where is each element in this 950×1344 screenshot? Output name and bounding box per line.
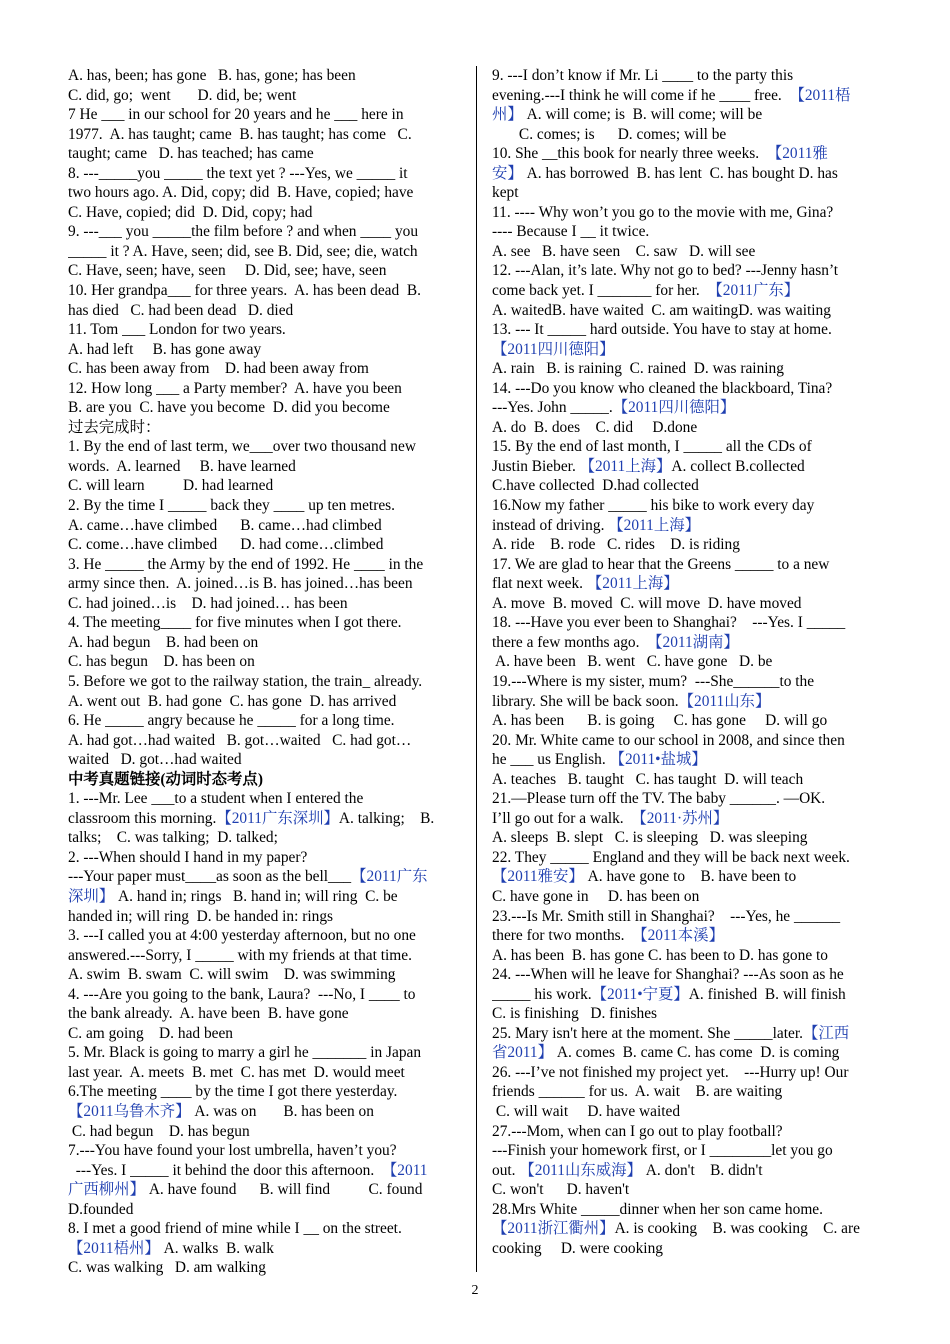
text-line [68, 242, 466, 262]
text-line [492, 809, 890, 829]
line-text: handed in; will ring D. be handed in: rings [68, 907, 334, 925]
text-line [492, 379, 890, 399]
line-text: 9. ---___ you _____the film before ? and when ____ you [68, 223, 419, 241]
text-line [68, 516, 466, 536]
line-text: 20. Mr. White came to our school in 2008, and since then [492, 731, 845, 749]
text-line [492, 535, 890, 555]
text-line [68, 1043, 466, 1063]
line-text: answered.---Sorry, I _____ with my friends at that time. [68, 946, 412, 964]
source-tag: 【2011四川德阳】 [492, 340, 615, 358]
text-line [68, 398, 466, 418]
text-line [68, 770, 466, 790]
text-line [492, 1161, 890, 1181]
line-text: waited D. got…had waited [68, 751, 242, 769]
line-text: A. is cooking B. was cooking C. are [614, 1220, 860, 1238]
line-text: C. will learn D. had learned [68, 477, 274, 495]
text-line [492, 1102, 890, 1122]
line-text: 16.Now my father _____ his bike to work every day [492, 497, 815, 515]
line-text: ---Yes. John _____. [492, 399, 613, 417]
source-tag: 【2011山东威海】 [519, 1161, 642, 1179]
line-text: 12. ---Alan, it’s late. Why not go to bed? ---Jenny hasn’t [492, 262, 839, 280]
text-line [492, 1239, 890, 1259]
text-line [492, 496, 890, 516]
line-text: two hours ago. A. Did, copy; did B. Have, copied; have [68, 184, 414, 202]
source-tag: 【2011山东】 [678, 692, 771, 710]
source-tag: 【2011广东深圳】 [216, 809, 339, 827]
text-line [68, 907, 466, 927]
line-text: 6. He _____ angry because he _____ for a long time. [68, 712, 395, 730]
text-line [492, 711, 890, 731]
text-line [68, 594, 466, 614]
line-text: A. has been B. is going C. has gone D. will go [492, 712, 828, 730]
text-line [68, 437, 466, 457]
line-text: 9. ---I don’t know if Mr. Li ____ to the party this [492, 67, 794, 84]
text-line [68, 379, 466, 399]
text-line [492, 731, 890, 751]
text-line [68, 1102, 466, 1122]
line-text: C. have gone in D. has been on [492, 887, 700, 905]
line-text: _____ his work. [492, 985, 592, 1003]
text-line [492, 1024, 890, 1044]
line-text: I’ll go out for a walk. [492, 809, 632, 827]
text-line [492, 1004, 890, 1024]
line-text: 8. I met a good friend of mine while I __ on the street. [68, 1220, 402, 1238]
line-text: A. has, been; has gone B. has, gone; has been [68, 67, 356, 84]
text-line [492, 86, 890, 106]
line-text: 24. ---When will he leave for Shanghai? ---As soon as he [492, 966, 844, 984]
text-line [68, 535, 466, 555]
text-line [68, 164, 466, 184]
text-line [68, 985, 466, 1005]
text-line [492, 672, 890, 692]
source-tag: 【2011浙江衢州】 [492, 1220, 615, 1238]
text-line [492, 907, 890, 927]
line-text: C. comes; is D. comes; will be [492, 125, 727, 143]
line-text: A. ride B. rode C. rides D. is riding [492, 536, 740, 554]
text-line [492, 1063, 890, 1083]
text-line [68, 1239, 466, 1259]
text-line [492, 985, 890, 1005]
text-line [492, 320, 890, 340]
text-line [68, 1024, 466, 1044]
line-text: A. finished B. will finish [688, 985, 846, 1003]
line-text: A. have been B. went C. have gone D. be [492, 653, 773, 671]
line-text: friends ______ for us. A. wait B. are waiting [492, 1083, 783, 1101]
source-tag: 【2011广东 [351, 868, 428, 886]
source-tag: 深圳】 [68, 887, 115, 905]
line-text: Justin Bieber. [492, 457, 580, 475]
text-line [68, 359, 466, 379]
line-text: 28.Mrs White _____dinner when her son came home. [492, 1200, 823, 1218]
text-line [492, 359, 890, 379]
line-text: last year. A. meets B. met C. has met D. would meet [68, 1063, 405, 1081]
text-line [492, 281, 890, 301]
source-tag: 【2011湖南】 [647, 633, 739, 651]
line-text: 6.The meeting ____ by the time I got there yesterday. [68, 1083, 398, 1101]
line-text: A. move B. moved C. will move D. have moved [492, 594, 802, 612]
text-line [68, 1004, 466, 1024]
line-text: A. rain B. is raining C. rained D. was raining [492, 360, 784, 378]
line-text: 26. ---I’ve not finished my project yet. ---Hurry up! Our [492, 1063, 849, 1081]
source-tag: 【2011梧州】 [68, 1239, 160, 1257]
line-text: C. won't D. haven't [492, 1181, 630, 1199]
line-text: C. is finishing D. finishes [492, 1005, 658, 1023]
text-line [492, 418, 890, 438]
text-line [68, 1082, 466, 1102]
source-tag: 【2011雅安】 [492, 868, 584, 886]
text-line [68, 731, 466, 751]
line-text: A. has been B. has gone C. has been to D. has gone to [492, 946, 828, 964]
text-line [68, 301, 466, 321]
text-line [68, 1161, 466, 1181]
right-column [492, 66, 890, 1276]
line-text: 2. ---When should I hand in my paper? [68, 848, 308, 866]
left-column [68, 66, 466, 1276]
line-text: C. am going D. had been [68, 1024, 233, 1042]
line-text: A. had begun B. had been on [68, 633, 259, 651]
text-line [492, 1141, 890, 1161]
line-text: 3. He _____ the Army by the end of 1992. He ____ in the [68, 555, 424, 573]
line-text: 2. By the time I _____ back they ____ up ten metres. [68, 497, 395, 515]
source-tag: 【2011梧 [789, 86, 851, 104]
source-tag: 州】 [492, 106, 523, 124]
line-text: _____ it ? A. Have, seen; did, see B. Did, see; die, watch [68, 242, 418, 260]
line-text: 过去完成时： [68, 418, 161, 436]
text-line [492, 1082, 890, 1102]
text-line [492, 926, 890, 946]
text-line [68, 222, 466, 242]
text-line [68, 125, 466, 145]
text-line [492, 125, 890, 145]
line-text: A. has borrowed B. has lent C. has bought D. has [522, 164, 838, 182]
line-text: classroom this morning. [68, 809, 217, 827]
line-text: A. do B. does C. did D.done [492, 418, 698, 436]
source-tag: 【2011·苏州】 [631, 809, 729, 827]
line-text: A. walks B. walk [159, 1239, 274, 1257]
line-text: the bank already. A. have been B. have gone [68, 1005, 349, 1023]
line-text: 18. ---Have you ever been to Shanghai? ---Yes. I _____ [492, 614, 846, 632]
line-text: 27.---Mom, when can I go out to play football? [492, 1122, 783, 1140]
line-text: cooking D. were cooking [492, 1239, 663, 1257]
text-line [68, 809, 466, 829]
text-line [492, 105, 890, 125]
text-line [68, 555, 466, 575]
line-text: C. will wait D. have waited [492, 1102, 681, 1120]
line-text: C. had begun D. has begun [68, 1122, 250, 1140]
source-tag: 安】 [492, 164, 523, 182]
line-text: A. have gone to B. have been to [583, 868, 797, 886]
line-text: 21.—Please turn off the TV. The baby ______. —OK. [492, 790, 826, 808]
text-line [492, 1200, 890, 1220]
text-line [68, 887, 466, 907]
line-text: D.founded [68, 1200, 134, 1218]
line-text: A. comes B. came C. has come D. is coming [553, 1044, 840, 1062]
source-tag: 广西柳州】 [68, 1181, 145, 1199]
line-text: there for two months. [492, 927, 633, 945]
line-text: A. will come; is B. will come; will be [522, 106, 763, 124]
line-text: C. was walking D. am walking [68, 1259, 266, 1276]
line-text: 1. By the end of last term, we___over two thousand new [68, 438, 416, 456]
line-text: 19.---Where is my sister, mum? ---She______to the [492, 672, 815, 690]
text-line [68, 340, 466, 360]
text-line [492, 867, 890, 887]
column-divider [476, 66, 477, 1272]
text-line [68, 926, 466, 946]
line-text: ---Finish your homework first, or I ________let you go [492, 1142, 833, 1160]
text-line [68, 261, 466, 281]
text-line [68, 66, 466, 86]
text-line [492, 750, 890, 770]
text-line [68, 711, 466, 731]
text-line [492, 633, 890, 653]
text-line [492, 457, 890, 477]
line-text: ---Yes. I _____ it behind the door this afternoon. [68, 1161, 382, 1179]
line-text: A. don't B. didn't [641, 1161, 763, 1179]
page-number: 2 [471, 1283, 479, 1298]
text-line [492, 183, 890, 203]
text-line [492, 574, 890, 594]
text-line [68, 828, 466, 848]
line-text: A. went out B. had gone C. has gone D. has arrived [68, 692, 397, 710]
text-line [68, 652, 466, 672]
line-text: 11. ---- Why won’t you go to the movie with me, Gina? [492, 203, 834, 221]
line-text: A. had left B. has gone away [68, 340, 262, 358]
line-text: has died C. had been dead D. died [68, 301, 294, 319]
line-text: evening.---I think he will come if he ____ free. [492, 86, 790, 104]
line-text: A. hand in; rings B. hand in; will ring C. be [114, 887, 398, 905]
line-text: C. had joined…is D. had joined… has been [68, 594, 348, 612]
text-line [68, 613, 466, 633]
line-text: taught; came D. has teached; has came [68, 145, 314, 163]
text-line [68, 281, 466, 301]
text-line [492, 692, 890, 712]
text-line [492, 789, 890, 809]
line-text: A. came…have climbed B. came…had climbed [68, 516, 382, 534]
text-line [492, 301, 890, 321]
text-line [492, 1180, 890, 1200]
line-text: 4. The meeting____ for five minutes when I got there. [68, 614, 402, 632]
line-text: instead of driving. [492, 516, 609, 534]
line-text: 4. ---Are you going to the bank, Laura? ---No, I ____ to [68, 985, 416, 1003]
line-text: 23.---Is Mr. Smith still in Shanghai? ---Yes, he ______ [492, 907, 841, 925]
text-line [68, 476, 466, 496]
text-line [68, 105, 466, 125]
text-line [68, 1200, 466, 1220]
text-line [492, 613, 890, 633]
text-line [68, 183, 466, 203]
line-text: A. was on B. has been on [190, 1102, 374, 1120]
text-line [492, 946, 890, 966]
line-text: A. had got…had waited B. got…waited C. had got… [68, 731, 412, 749]
source-tag: 【2011上海】 [579, 457, 672, 475]
text-line [492, 828, 890, 848]
line-text: A. see B. have seen C. saw D. will see [492, 242, 756, 260]
text-line [492, 652, 890, 672]
section-heading: 中考真题链接(动词时态考点) [68, 770, 263, 788]
line-text: 7.---You have found your lost umbrella, haven’t you? [68, 1142, 397, 1160]
line-text: C. Have, copied; did D. Did, copy; had [68, 203, 313, 221]
line-text: C. has begun D. has been on [68, 653, 255, 671]
source-tag: 【2011乌鲁木齐】 [68, 1102, 191, 1120]
line-text: 8. ---_____you _____ the text yet ? ---Yes, we _____ it [68, 164, 408, 182]
line-text: ---- Because I __ it twice. [492, 223, 650, 241]
text-line [68, 457, 466, 477]
source-tag: 【2011本溪】 [632, 927, 724, 945]
text-line [68, 867, 466, 887]
line-text: 3. ---I called you at 4:00 yesterday afternoon, but no one [68, 927, 416, 945]
text-line [68, 692, 466, 712]
line-text: C. come…have climbed D. had come…climbed [68, 536, 384, 554]
line-text: A. have found B. will find C. found [144, 1181, 423, 1199]
line-text: 15. By the end of last month, I _____ all the CDs of [492, 438, 812, 456]
text-line [492, 222, 890, 242]
text-line [492, 476, 890, 496]
line-text: 1977. A. has taught; came B. has taught; has come C. [68, 125, 412, 143]
source-tag: 【2011上海】 [608, 516, 701, 534]
source-tag: 【江西 [802, 1024, 850, 1042]
text-line [492, 848, 890, 868]
text-line [492, 164, 890, 184]
line-text: 17. We are glad to hear that the Greens _____ to a new [492, 555, 830, 573]
text-line [492, 144, 890, 164]
text-line [492, 1043, 890, 1063]
line-text: 25. Mary isn't here at the moment. She _____later. [492, 1024, 803, 1042]
line-text: C. did, go; went D. did, be; went [68, 86, 297, 104]
text-line [68, 203, 466, 223]
text-line [68, 750, 466, 770]
text-line [68, 418, 466, 438]
text-line [68, 1063, 466, 1083]
text-line [68, 633, 466, 653]
line-text: 5. Mr. Black is going to marry a girl he _______ in Japan [68, 1044, 422, 1062]
source-tag: 【2011•盐城】 [609, 751, 707, 769]
line-text: ---Your paper must____as soon as the bell___ [68, 868, 352, 886]
line-text: 7 He ___ in our school for 20 years and he ___ here in [68, 106, 404, 124]
source-tag: 【2011广东】 [707, 282, 800, 300]
source-tag: 省2011】 [492, 1044, 553, 1062]
text-line [68, 574, 466, 594]
text-line [492, 516, 890, 536]
source-tag: 【2011雅 [766, 145, 828, 163]
text-line [68, 789, 466, 809]
text-line [492, 555, 890, 575]
line-text: 12. How long ___ a Party member? A. have you been [68, 379, 402, 397]
text-line [492, 965, 890, 985]
text-line [492, 887, 890, 907]
source-tag: 【2011上海】 [586, 575, 679, 593]
text-line [68, 1122, 466, 1142]
line-text: come back yet. I _______ for her. [492, 282, 708, 300]
line-text: 11. Tom ___ London for two years. [68, 321, 286, 339]
text-line [68, 1258, 466, 1276]
text-line [68, 1141, 466, 1161]
source-tag: 【2011•宁夏】 [591, 985, 689, 1003]
text-line [492, 242, 890, 262]
line-text: C. has been away from D. had been away from [68, 360, 369, 378]
text-line [492, 398, 890, 418]
text-line [492, 340, 890, 360]
line-text: 13. --- It _____ hard outside. You have to stay at home. [492, 321, 832, 339]
line-text: C. Have, seen; have, seen D. Did, see; have, seen [68, 262, 387, 280]
line-text: there a few months ago. [492, 633, 648, 651]
line-text: 5. Before we got to the railway station, the train_ already. [68, 672, 423, 690]
text-line [68, 848, 466, 868]
line-text: A. teaches B. taught C. has taught D. will teach [492, 770, 804, 788]
line-text: 22. They _____ England and they will be back next week. [492, 848, 850, 866]
line-text: A. talking; B. [338, 809, 435, 827]
text-line [492, 437, 890, 457]
line-text: library. She will be back soon. [492, 692, 679, 710]
text-line [492, 261, 890, 281]
text-line [68, 320, 466, 340]
line-text: C.have collected D.had collected [492, 477, 699, 495]
line-text: A. sleeps B. slept C. is sleeping D. was sleeping [492, 829, 808, 847]
text-line [492, 1122, 890, 1142]
text-line [492, 594, 890, 614]
line-text: A. collect B.collected [671, 457, 805, 475]
source-tag: 【2011四川德阳】 [612, 399, 736, 417]
line-text: 1. ---Mr. Lee ___to a student when I entered the [68, 790, 364, 808]
line-text: A. waitedB. have waited C. am waitingD. was waiting [492, 301, 831, 319]
line-text: army since then. A. joined…is B. has joined…has been [68, 575, 413, 593]
text-line [68, 965, 466, 985]
text-line [68, 496, 466, 516]
line-text: flat next week. [492, 575, 587, 593]
text-line [68, 86, 466, 106]
line-text: 14. ---Do you know who cleaned the blackboard, Tina? [492, 379, 833, 397]
line-text: he ___ us English. [492, 751, 610, 769]
text-line [492, 203, 890, 223]
line-text: words. A. learned B. have learned [68, 457, 296, 475]
text-line [68, 144, 466, 164]
text-line [492, 66, 890, 86]
text-line [492, 770, 890, 790]
line-text: B. are you C. have you become D. did you become [68, 399, 390, 417]
text-line [492, 1219, 890, 1239]
line-text: out. [492, 1161, 520, 1179]
text-line [68, 1219, 466, 1239]
text-line [68, 672, 466, 692]
source-tag: 【2011 [381, 1161, 428, 1179]
text-line [68, 1180, 466, 1200]
line-text: A. swim B. swam C. will swim D. was swimming [68, 966, 396, 984]
text-line [68, 946, 466, 966]
line-text: 10. She __this book for nearly three weeks. [492, 145, 767, 163]
line-text: kept [492, 184, 519, 202]
line-text: talks; C. was talking; D. talked; [68, 829, 278, 847]
line-text: 10. Her grandpa___ for three years. A. has been dead B. [68, 282, 422, 300]
